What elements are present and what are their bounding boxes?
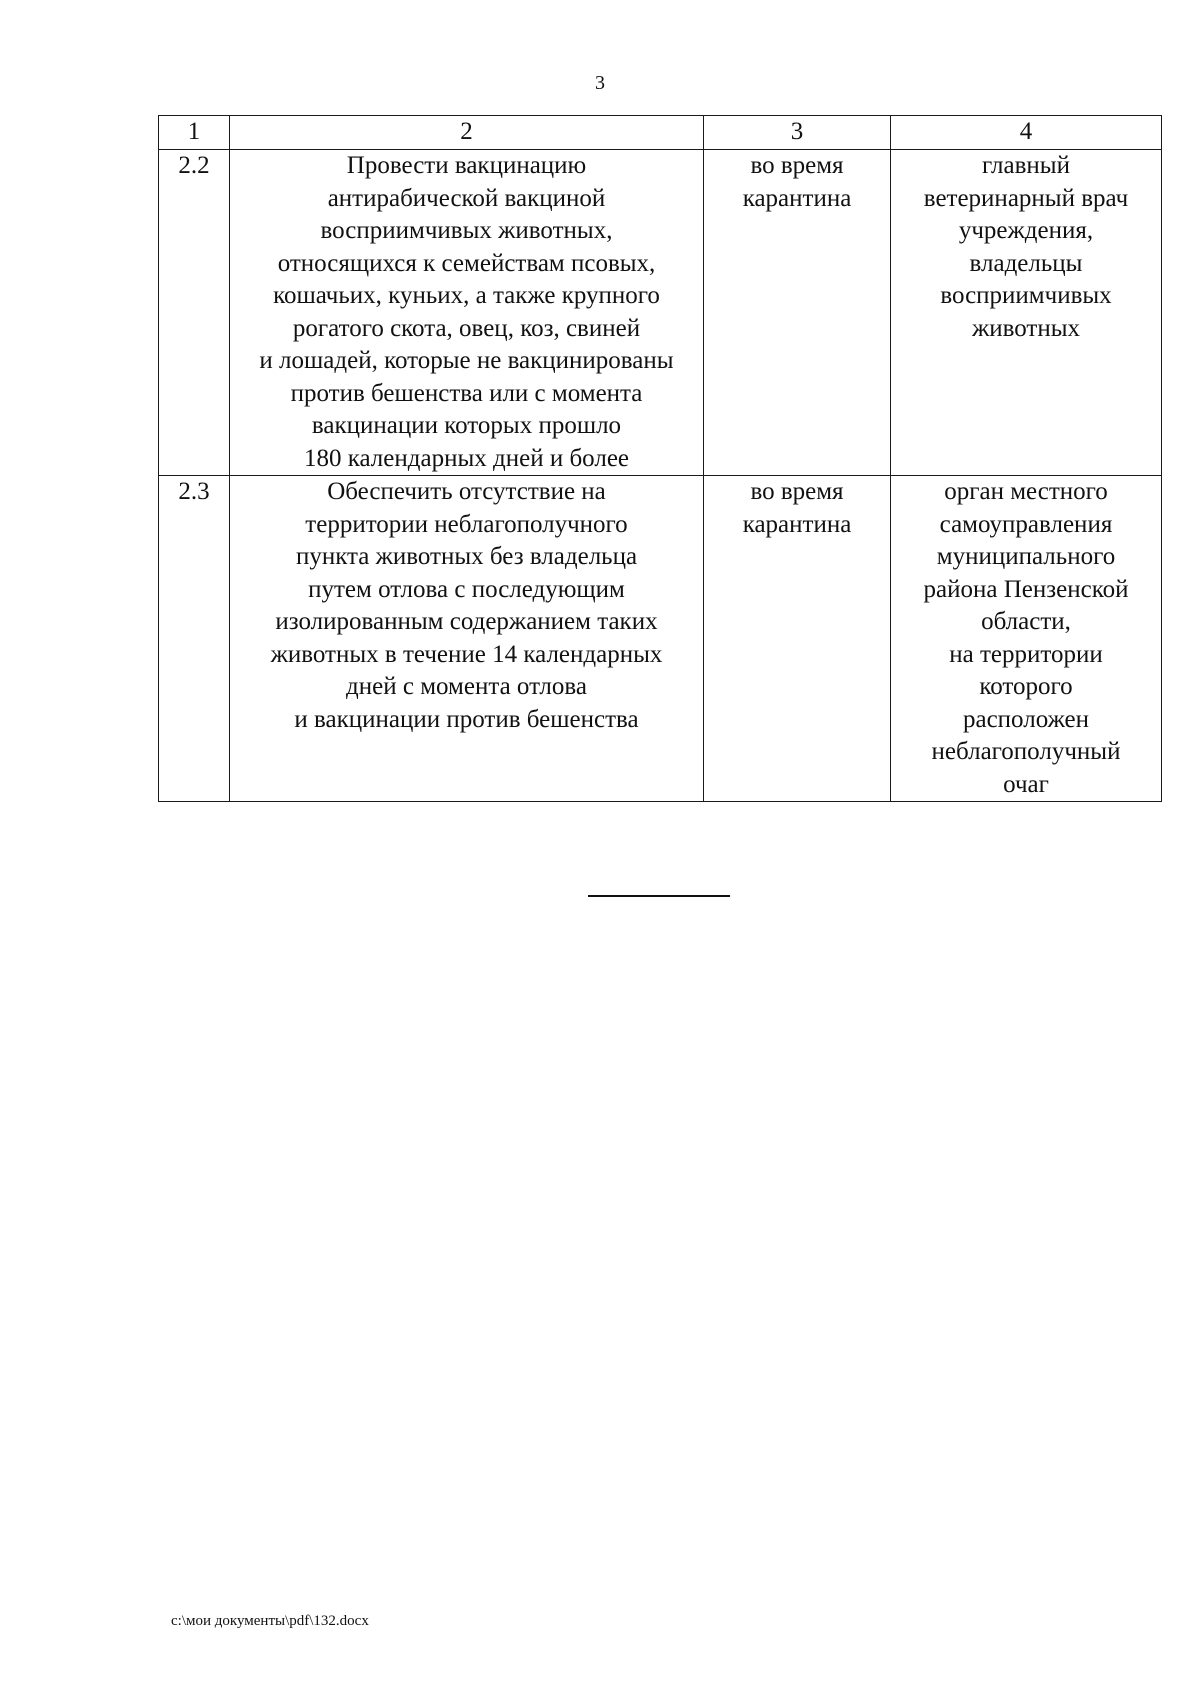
action-line: и лошадей, которые не вакцинированы — [259, 347, 674, 374]
responsible-line: учреждения, — [958, 217, 1094, 244]
action-line: территории неблагополучного — [305, 510, 628, 538]
action-line: дней с момента отлова — [346, 673, 587, 700]
action-line: вакцинации которых прошло — [311, 412, 622, 439]
responsible-line: главный — [982, 152, 1070, 179]
header-cell-2: 2 — [230, 116, 704, 150]
row-number-cell: 2.3 — [159, 476, 230, 802]
responsible-line: расположен — [962, 705, 1089, 733]
header-cell-4: 4 — [891, 116, 1162, 150]
term-line: во время — [750, 478, 844, 505]
table-row — [159, 476, 1162, 802]
responsible-line: владельцы — [969, 249, 1083, 277]
header-cell-3: 3 — [704, 116, 891, 150]
action-line: антирабической вакциной — [327, 184, 606, 212]
responsible-line: восприимчивых — [940, 282, 1112, 309]
action-line: кошачьих, куньих, а также крупного — [273, 282, 660, 309]
responsible-line: района Пензенской — [923, 575, 1129, 603]
term-line: карантина — [742, 184, 852, 212]
responsible-line: муниципального — [936, 543, 1116, 570]
action-line: животных в течение 14 календарных — [270, 640, 663, 668]
term-cell — [704, 150, 891, 476]
action-cell — [230, 476, 704, 802]
table-header-row — [159, 116, 1162, 150]
action-line: Обеспечить отсутствие на — [327, 478, 606, 505]
responsible-line: на территории — [949, 640, 1103, 668]
end-separator-line — [588, 895, 730, 897]
page-number: 3 — [595, 72, 605, 94]
action-line: и вакцинации против бешенства — [294, 705, 639, 733]
table-row — [159, 150, 1162, 476]
responsible-line: животных — [971, 314, 1081, 342]
action-line: 180 календарных дней и более — [303, 444, 630, 472]
term-line: во время — [750, 152, 844, 179]
action-line: Провести вакцинацию — [346, 152, 587, 179]
action-line: рогатого скота, овец, коз, свиней — [292, 314, 641, 342]
action-line: пункта животных без владельца — [295, 543, 638, 570]
measures-table — [158, 115, 1162, 802]
action-line: против бешенства или с момента — [290, 379, 643, 407]
row-number-cell: 2.2 — [159, 150, 230, 476]
responsible-cell — [891, 476, 1162, 802]
responsible-line: области, — [981, 608, 1071, 635]
action-line: восприимчивых животных, — [320, 217, 613, 244]
term-line: карантина — [742, 510, 852, 538]
responsible-line: неблагополучный — [931, 738, 1121, 765]
responsible-line: которого — [979, 673, 1073, 700]
term-cell — [704, 476, 891, 802]
responsible-cell — [891, 150, 1162, 476]
footer-file-path: c:\мои документы\pdf\132.docx — [171, 1613, 369, 1629]
responsible-line: самоуправления — [939, 510, 1113, 538]
responsible-line: орган местного — [944, 478, 1108, 505]
action-line: изолированным содержанием таких — [275, 608, 658, 635]
responsible-line: ветеринарный врач — [923, 184, 1129, 212]
action-line: относящихся к семействам псовых, — [277, 249, 656, 277]
action-line: путем отлова с последующим — [308, 575, 625, 603]
action-cell — [230, 150, 704, 476]
responsible-line: очаг — [1003, 770, 1049, 798]
header-cell-1: 1 — [159, 116, 230, 150]
